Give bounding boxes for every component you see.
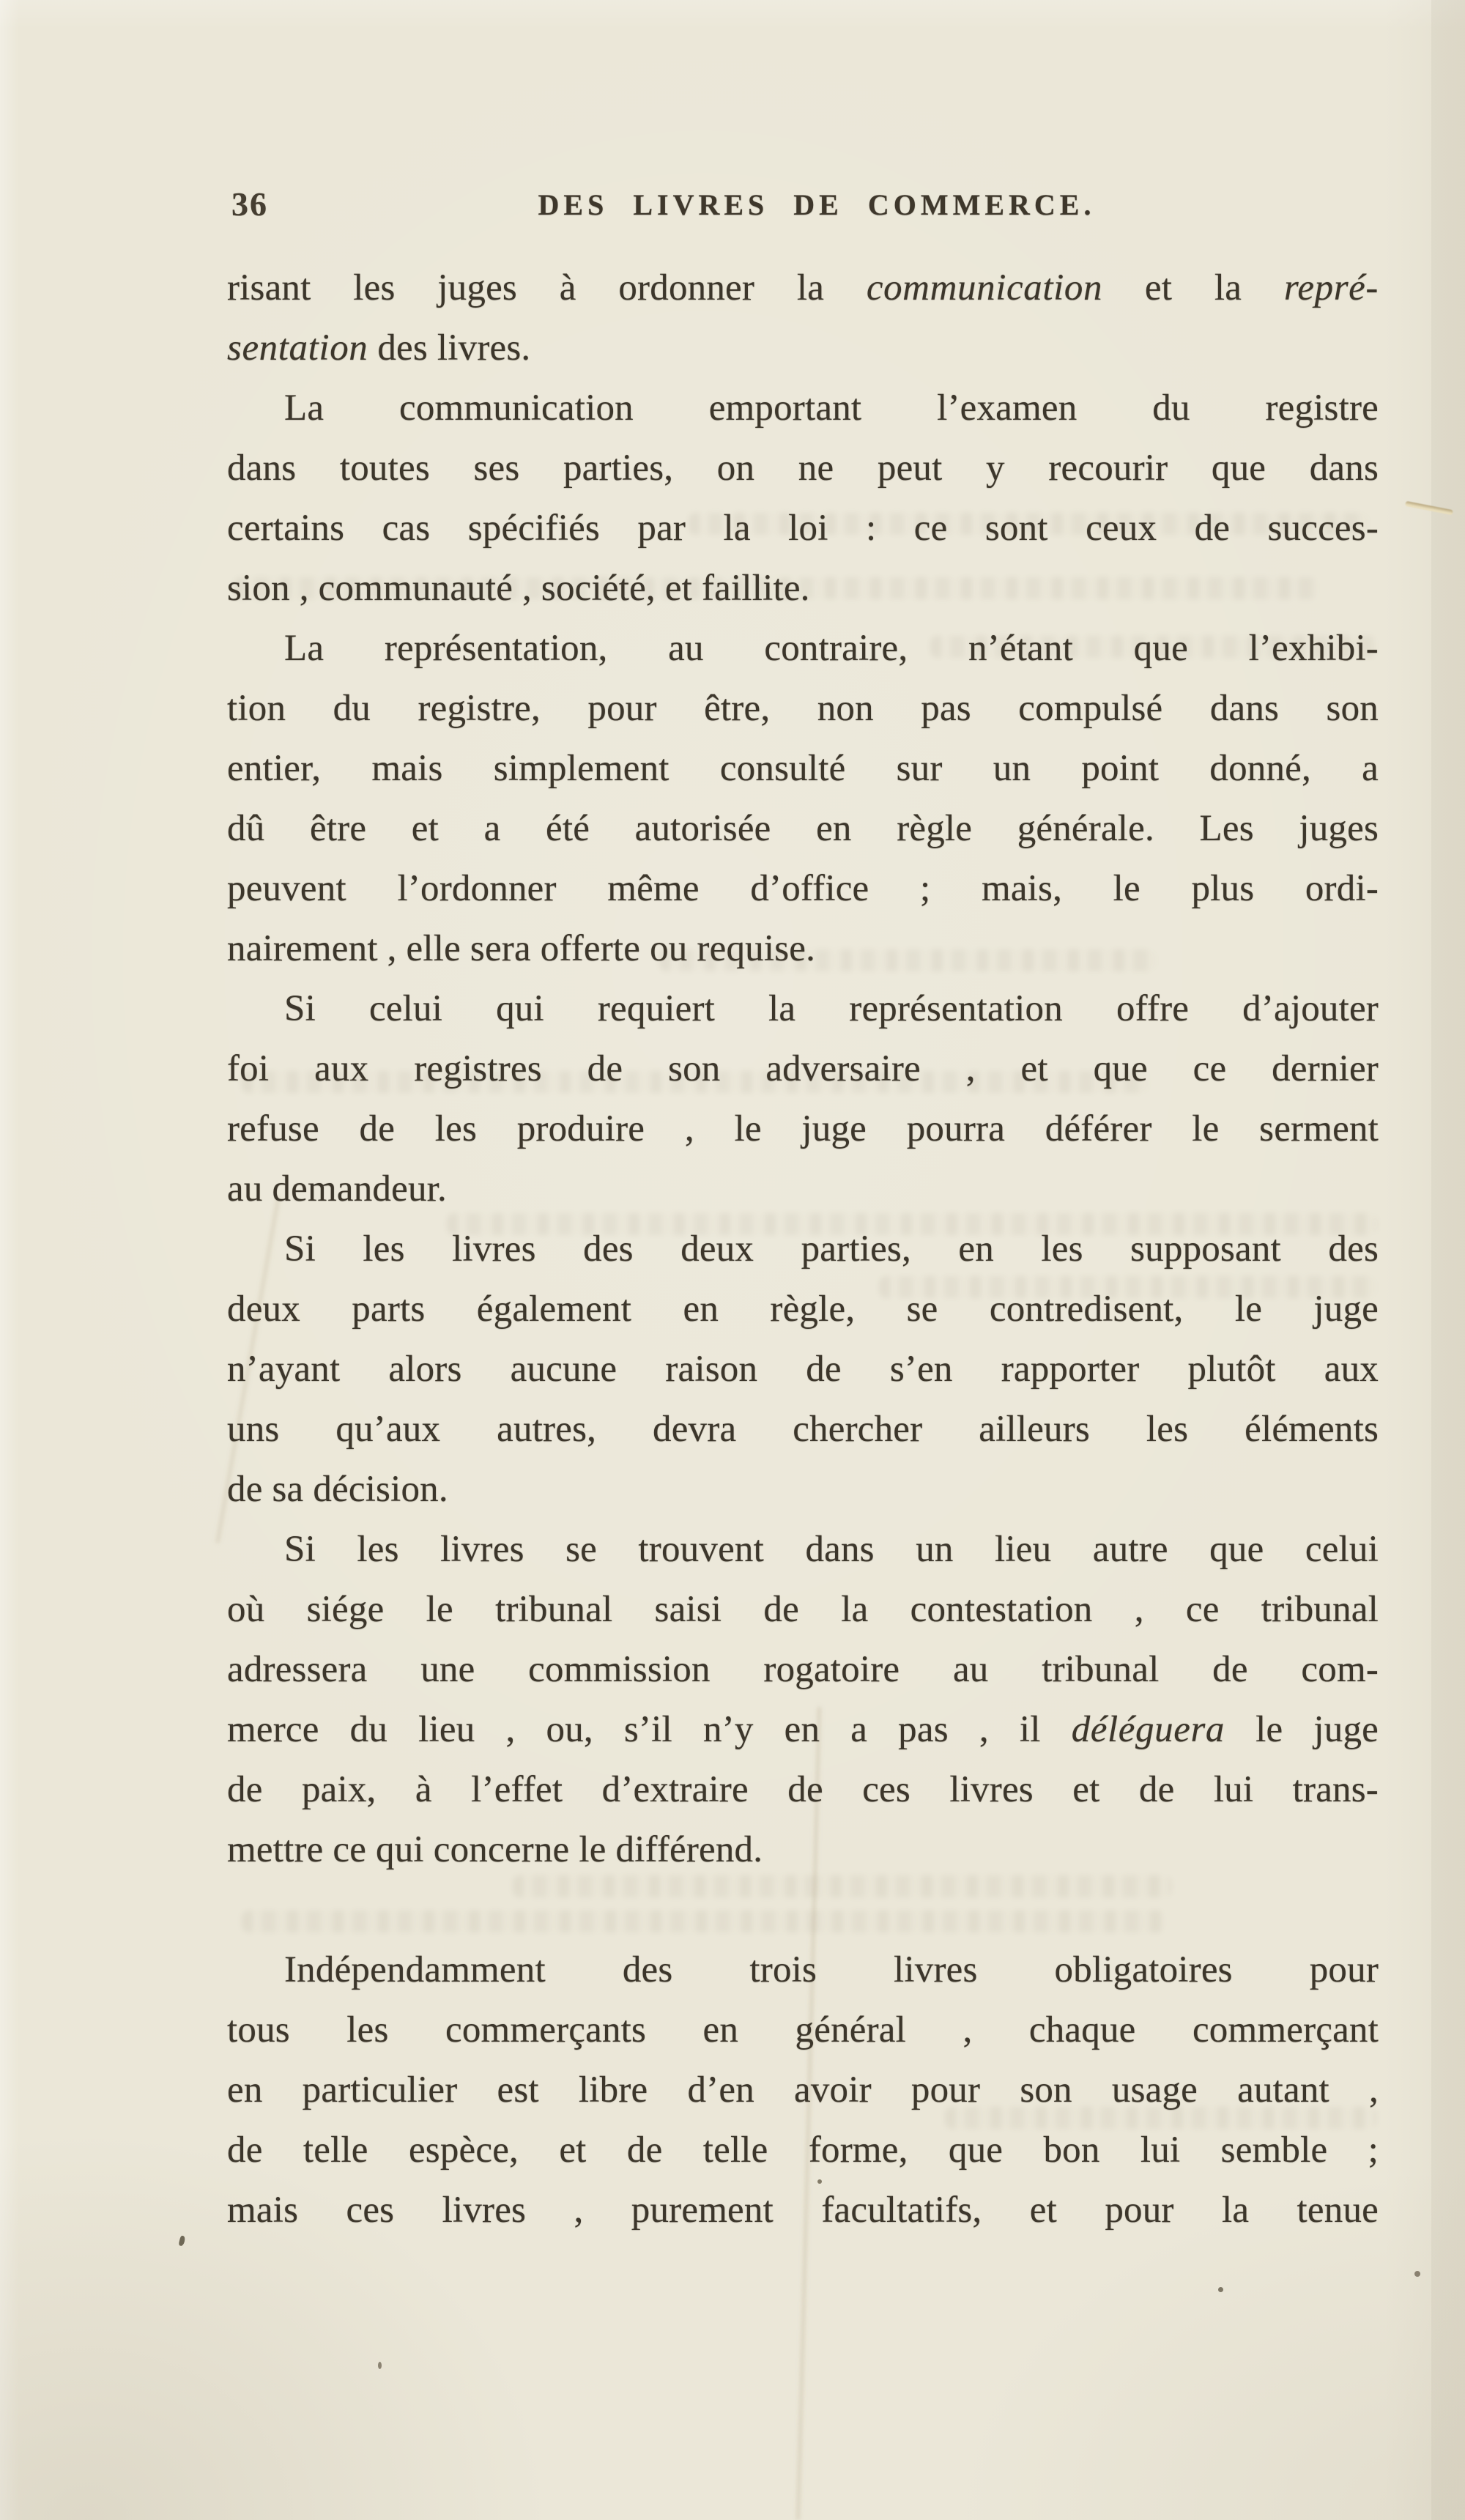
text-line [227, 558, 1379, 618]
body-text [227, 258, 1379, 2240]
text-segment: mais ces livres , purement facultatifs, et pour la tenue [227, 2190, 1379, 2231]
text-segment: de telle espèce, et de telle forme, que bon lui semble ; [227, 2130, 1379, 2171]
text-line [227, 919, 1379, 979]
text-segment: foi aux registres de son adversaire , et que ce dernier [227, 1048, 1379, 1089]
text-segment: deux parts également en règle, se contredisent, le juge [227, 1289, 1379, 1330]
text-segment: des livres. [368, 327, 531, 368]
text-line [227, 798, 1379, 859]
text-segment: La communication emportant l’examen du registre [284, 388, 1379, 429]
text-line [227, 1159, 1379, 1219]
text-segment: peuvent l’ordonner même d’office ; mais, le plus ordi- [227, 868, 1379, 909]
text-segment: mettre ce qui concerne le différend. [227, 1829, 763, 1870]
page-number: 36 [231, 185, 268, 223]
text-line [227, 1519, 1379, 1579]
text-segment: de paix, à l’effet d’extraire de ces livres et de lui trans- [227, 1769, 1379, 1810]
text-line [227, 498, 1379, 558]
text-segment: le juge [1225, 1709, 1379, 1750]
italic-text-segment: sentation [227, 327, 368, 368]
text-line [227, 738, 1379, 798]
italic-text-segment: déléguera [1071, 1709, 1225, 1750]
text-line [227, 2120, 1379, 2180]
text-line [227, 2060, 1379, 2120]
text-segment: Si les livres se trouvent dans un lieu autre que celui [284, 1529, 1379, 1570]
text-segment: merce du lieu , ou, s’il n’y en a pas , il [227, 1709, 1072, 1750]
text-segment: Indépendamment des trois livres obligatoires pour [284, 1949, 1379, 1990]
text-line [227, 1219, 1379, 1279]
text-segment: tion du registre, pour être, non pas compulsé dans son [227, 688, 1379, 729]
text-segment: sion , communauté , société, et faillite. [227, 568, 810, 609]
text-line [227, 859, 1379, 919]
italic-text-segment: repré- [1283, 267, 1379, 308]
text-segment: La représentation, au contraire, n’étant que l’exhibi- [284, 628, 1379, 669]
ink-speck [1218, 2287, 1223, 2292]
text-line [227, 2180, 1379, 2240]
text-line [227, 678, 1379, 738]
text-line [227, 1399, 1379, 1459]
text-segment: dû être et a été autorisée en règle générale. Les juges [227, 808, 1379, 849]
text-line [227, 1820, 1379, 1880]
text-segment: au demandeur. [227, 1168, 447, 1209]
text-line [227, 1639, 1379, 1700]
running-header: DES LIVRES DE COMMERCE. [538, 188, 1096, 221]
running-head-row [227, 185, 1379, 236]
text-segment: n’ayant alors aucune raison de s’en rapporter plutôt aux [227, 1349, 1379, 1390]
ink-speck [378, 2362, 382, 2369]
text-segment: tous les commerçants en général , chaque commerçant [227, 2009, 1379, 2050]
text-segment: risant les juges à ordonner la [227, 267, 867, 308]
text-segment: où siége le tribunal saisi de la contestation , ce tribunal [227, 1589, 1379, 1630]
text-line [227, 2000, 1379, 2060]
text-line [227, 979, 1379, 1039]
ink-speck [1414, 2271, 1420, 2277]
text-line [227, 318, 1379, 378]
text-line [227, 258, 1379, 318]
text-line [227, 1099, 1379, 1159]
text-segment: entier, mais simplement consulté sur un point donné, a [227, 748, 1379, 789]
text-segment: certains cas spécifiés par la loi : ce sont ceux de succes- [227, 508, 1379, 549]
text-segment: Si les livres des deux parties, en les supposant des [284, 1228, 1379, 1270]
ink-speck [178, 2235, 185, 2246]
text-segment: nairement , elle sera offerte ou requise. [227, 928, 816, 969]
text-line [227, 1700, 1379, 1760]
paragraph-gap [227, 1880, 1379, 1940]
text-line [227, 1760, 1379, 1820]
text-segment: adressera une commission rogatoire au tribunal de com- [227, 1649, 1379, 1690]
text-line [227, 1579, 1379, 1639]
italic-text-segment: communication [866, 267, 1103, 308]
text-line [227, 1940, 1379, 2000]
text-segment: Si celui qui requiert la représentation offre d’ajouter [284, 988, 1379, 1029]
text-line [227, 378, 1379, 438]
text-line [227, 438, 1379, 498]
text-segment: de sa décision. [227, 1469, 448, 1510]
page-edge-seam [1431, 0, 1465, 2520]
text-line [227, 1279, 1379, 1339]
text-segment: et la [1102, 267, 1284, 308]
text-segment: uns qu’aux autres, devra chercher ailleurs les éléments [227, 1409, 1379, 1450]
text-line [227, 618, 1379, 678]
text-segment: dans toutes ses parties, on ne peut y recourir que dans [227, 448, 1379, 489]
text-segment: refuse de les produire , le juge pourra déférer le serment [227, 1108, 1379, 1149]
text-line [227, 1459, 1379, 1519]
text-line [227, 1039, 1379, 1099]
text-line [227, 1339, 1379, 1399]
text-segment: en particulier est libre d’en avoir pour son usage autant , [227, 2069, 1379, 2110]
